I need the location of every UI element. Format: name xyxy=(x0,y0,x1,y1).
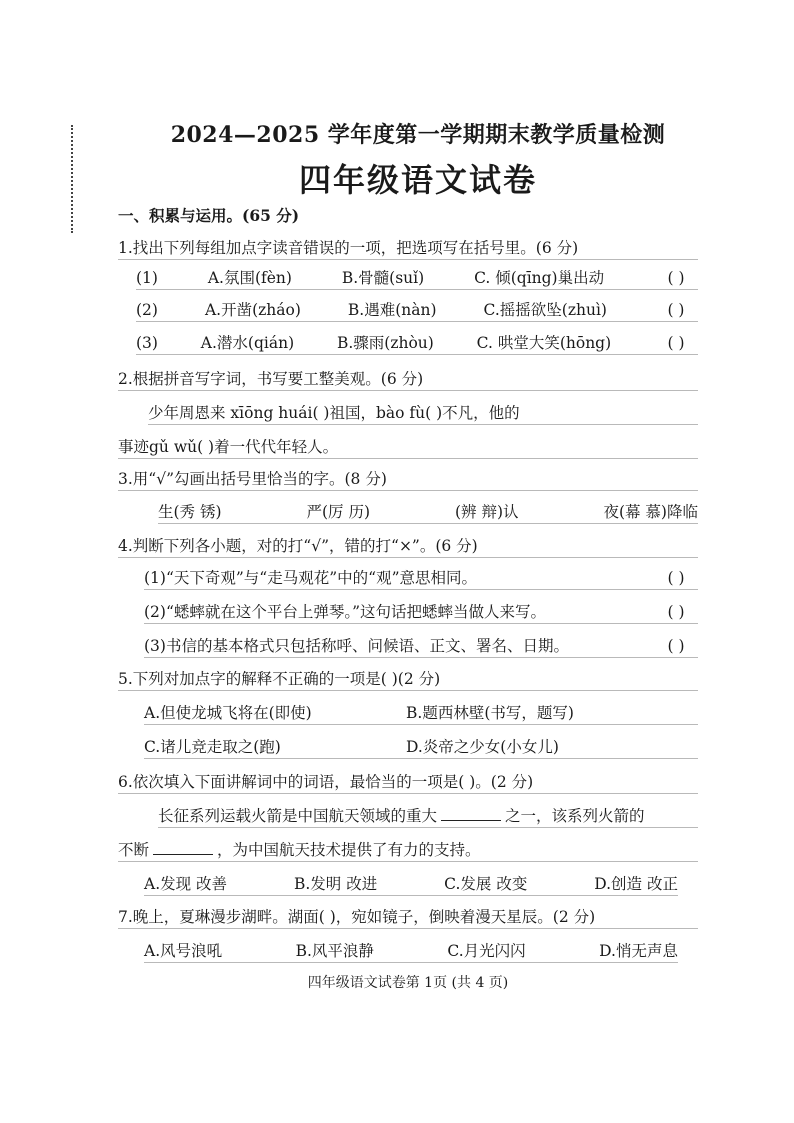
q1-option-c: C. 哄堂大笑(hōng) xyxy=(476,334,612,352)
q1-option-b: B.骤雨(zhòu) xyxy=(336,334,434,352)
q7-option: C.月光闪闪 xyxy=(447,942,526,960)
q6-stem: 6.依次填入下面讲解词中的词语，最恰当的一项是( )。(2 分) xyxy=(118,771,698,794)
q4-stem: 4.判断下列各小题，对的打“√”，错的打“×”。(6 分) xyxy=(118,535,698,558)
q3-item[interactable]: 夜(幕 慕)降临 xyxy=(603,503,698,521)
q1-option-c: C. 倾(qīng)巢出动 xyxy=(474,269,605,287)
q1-row xyxy=(136,267,698,290)
q7-stem: 7.晚上，夏琳漫步湖畔。湖面( )，宛如镜子，倒映着漫天星辰。(2 分) xyxy=(118,906,698,929)
q6-passage-line-2 xyxy=(118,839,698,862)
q4-item xyxy=(144,601,698,624)
q7-options xyxy=(144,940,678,963)
q5-option-b: B.题西林壁(书写，题写) xyxy=(406,704,574,722)
q1-row xyxy=(136,332,698,355)
q3-items xyxy=(158,501,698,524)
q6-blank-2[interactable] xyxy=(153,840,213,855)
q3-item[interactable]: (辨 辩)认 xyxy=(454,503,519,521)
q1-option-a: A.氛围(fèn) xyxy=(207,269,292,287)
q4-answer-paren[interactable]: ( ) xyxy=(667,569,685,587)
q4-answer-paren[interactable]: ( ) xyxy=(667,603,685,621)
q3-stem: 3.用“√”勾画出括号里恰当的字。(8 分) xyxy=(118,468,698,491)
q1-answer-paren[interactable]: ( ) xyxy=(667,301,685,319)
q4-statement: (1)“天下奇观”与“走马观花”中的“观”意思相同。 xyxy=(144,569,478,587)
q5-option-c: C.诸儿竞走取之(跑) xyxy=(144,738,281,756)
q6-passage-line-1 xyxy=(158,805,698,828)
q1-row-number: (2) xyxy=(136,301,158,319)
page-footer: 四年级语文试卷第 1页 (共 4 页) xyxy=(307,975,509,991)
exam-subtitle: 四年级语文试卷 xyxy=(298,161,537,199)
q2-passage-line-1[interactable]: 少年周恩来 xīōng huái( )祖国，bào fù( )不凡，他的 xyxy=(148,402,698,425)
q1-option-a: A.开凿(zháo) xyxy=(204,301,301,319)
q3-item[interactable]: 生(秀 锈) xyxy=(158,503,222,521)
q1-stem: 1.找出下列每组加点字读音错误的一项，把选项写在括号里。(6 分) xyxy=(118,237,698,260)
q4-item xyxy=(144,567,698,590)
q1-answer-paren[interactable]: ( ) xyxy=(667,334,685,352)
q6-option: C.发展 改变 xyxy=(444,875,528,893)
q4-statement: (2)“蟋蟀就在这个平台上弹琴。”这句话把蟋蟀当做人来写。 xyxy=(144,603,547,621)
q6-options xyxy=(144,873,678,896)
q5-stem: 5.下列对加点字的解释不正确的一项是( )(2 分) xyxy=(118,668,698,691)
q2-passage-line-2[interactable]: 事迹gǔ wǔ( )着一代代年轻人。 xyxy=(118,436,698,459)
q1-option-b: B.遇难(nàn) xyxy=(347,301,437,319)
q4-statement: (3)书信的基本格式只包括称呼、问候语、正文、署名、日期。 xyxy=(144,637,569,655)
q1-answer-paren[interactable]: ( ) xyxy=(667,269,685,287)
q1-row xyxy=(136,299,698,322)
exam-title: 2024—2025 学年度第一学期期末教学质量检测 xyxy=(170,122,666,148)
q6-option: B.发明 改进 xyxy=(293,875,378,893)
section-heading: 一、积累与运用。(65 分) xyxy=(118,206,300,225)
q6-blank-1[interactable] xyxy=(441,806,501,821)
q1-row-number: (1) xyxy=(136,269,158,287)
q4-item xyxy=(144,635,698,658)
q3-item[interactable]: 严(厉 历) xyxy=(306,503,371,521)
q5-option-d: D.炎帝之少女(小女儿) xyxy=(406,738,559,756)
q5-options-row-1 xyxy=(144,702,698,725)
q7-option: D.悄无声息 xyxy=(599,942,678,960)
q4-answer-paren[interactable]: ( ) xyxy=(667,637,685,655)
q7-option: A.风号浪吼 xyxy=(144,942,223,960)
binding-dotted-line xyxy=(71,125,73,233)
q6-option: D.创造 改正 xyxy=(594,875,678,893)
q1-option-a: A.潜水(qián) xyxy=(200,334,295,352)
q6-passage-text: 长征系列运载火箭是中国航天领域的重大 xyxy=(158,807,438,825)
q1-option-b: B.骨髓(suǐ) xyxy=(341,269,425,287)
q6-option: A.发现 改善 xyxy=(144,875,228,893)
q6-passage-text: ，为中国航天技术提供了有力的支持。 xyxy=(217,841,481,859)
q6-passage-text: 不断 xyxy=(118,841,150,859)
q2-stem: 2.根据拼音写字词，书写要工整美观。(6 分) xyxy=(118,368,698,391)
q6-passage-text: 之一，该系列火箭的 xyxy=(505,807,645,825)
q5-options-row-2 xyxy=(144,736,698,759)
q1-row-number: (3) xyxy=(136,334,158,352)
q1-option-c: C.摇摇欲坠(zhuì) xyxy=(483,301,607,319)
q5-option-a: A.但使龙城飞将在(即使) xyxy=(144,704,312,722)
q7-option: B.风平浪静 xyxy=(295,942,374,960)
